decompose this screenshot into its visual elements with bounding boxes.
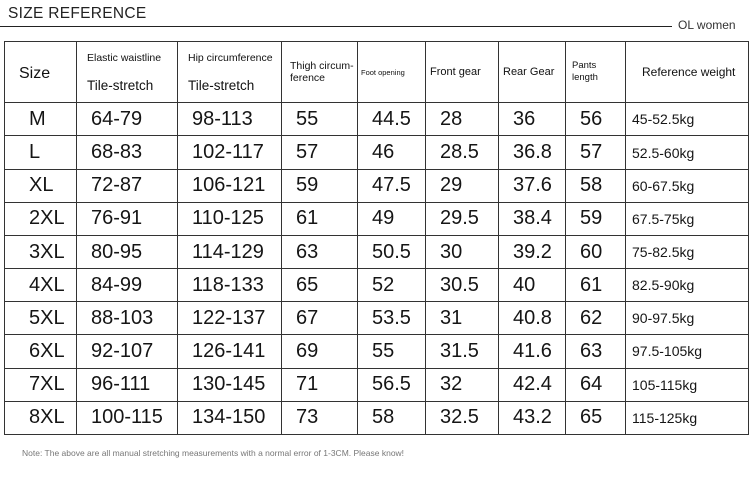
cell-rear-value: 43.2	[513, 406, 552, 429]
cell-hip-value: 114-129	[192, 240, 264, 263]
cell-rear	[499, 368, 566, 401]
header-waist-sub: Tile-stretch	[87, 77, 154, 93]
cell-foot	[358, 368, 426, 401]
brand-label: OL women	[678, 18, 736, 32]
cell-hip	[178, 269, 282, 302]
cell-size	[5, 202, 77, 235]
cell-rear	[499, 169, 566, 202]
cell-weight-value: 90-97.5kg	[632, 310, 695, 327]
cell-front	[426, 235, 499, 268]
cell-length-value: 58	[580, 174, 603, 197]
cell-weight-value: 67.5-75kg	[632, 210, 695, 227]
cell-hip	[178, 235, 282, 268]
cell-foot-value: 47.5	[372, 174, 411, 197]
cell-rear-value: 36	[513, 107, 536, 130]
cell-thigh	[282, 235, 358, 268]
cell-waist-value: 92-107	[91, 339, 154, 362]
cell-thigh	[282, 269, 358, 302]
header-rear: Rear Gear	[499, 42, 566, 103]
cell-foot-value: 44.5	[372, 107, 411, 130]
cell-weight-value: 82.5-90kg	[632, 277, 695, 294]
cell-front-value: 29	[440, 174, 463, 197]
cell-length	[566, 103, 626, 136]
cell-size-value: 8XL	[29, 406, 65, 429]
table-row	[5, 169, 749, 202]
cell-thigh-value: 71	[296, 373, 319, 396]
header-length: Pants length	[566, 42, 626, 103]
cell-thigh	[282, 335, 358, 368]
cell-hip	[178, 136, 282, 169]
cell-front-value: 30	[440, 240, 463, 263]
cell-length	[566, 302, 626, 335]
cell-size-value: L	[29, 141, 41, 164]
header-front: Front gear	[426, 42, 499, 103]
cell-waist-value: 88-103	[91, 306, 154, 329]
table-header-row	[5, 42, 749, 103]
cell-rear	[499, 401, 566, 434]
table-row	[5, 269, 749, 302]
cell-length	[566, 202, 626, 235]
cell-weight-value: 60-67.5kg	[632, 177, 695, 194]
cell-waist-value: 64-79	[91, 107, 143, 130]
cell-hip-value: 118-133	[192, 273, 264, 296]
cell-hip	[178, 368, 282, 401]
cell-foot	[358, 103, 426, 136]
header-weight: Reference weight	[626, 42, 749, 103]
header-waist-name: Elastic waistline	[87, 51, 162, 64]
cell-rear	[499, 335, 566, 368]
cell-weight-value: 105-115kg	[632, 376, 698, 393]
cell-front-value: 32	[440, 373, 463, 396]
cell-front-value: 31	[440, 306, 463, 329]
cell-hip-value: 110-125	[192, 207, 264, 230]
cell-waist	[77, 136, 178, 169]
cell-length-value: 57	[580, 141, 603, 164]
cell-rear	[499, 269, 566, 302]
cell-thigh-value: 73	[296, 406, 319, 429]
cell-waist-value: 76-91	[91, 207, 143, 230]
cell-length	[566, 335, 626, 368]
cell-thigh-value: 63	[296, 240, 319, 263]
cell-weight-value: 97.5-105kg	[632, 343, 703, 360]
cell-weight	[626, 202, 749, 235]
header-waist	[77, 42, 178, 103]
table-row	[5, 368, 749, 401]
cell-hip	[178, 335, 282, 368]
cell-hip-value: 134-150	[192, 406, 266, 429]
cell-thigh	[282, 169, 358, 202]
cell-front-value: 29.5	[440, 207, 479, 230]
header-foot: Foot opening	[358, 42, 426, 103]
cell-rear-value: 39.2	[513, 240, 552, 263]
cell-front-value: 28	[440, 107, 463, 130]
cell-front-value: 31.5	[440, 339, 479, 362]
cell-rear-value: 40	[513, 273, 536, 296]
table-row	[5, 103, 749, 136]
cell-hip-value: 122-137	[192, 306, 266, 329]
cell-foot-value: 52	[372, 273, 395, 296]
cell-size-value: 3XL	[29, 240, 65, 263]
cell-size-value: XL	[29, 174, 54, 197]
table-row	[5, 235, 749, 268]
cell-front	[426, 202, 499, 235]
table-row	[5, 302, 749, 335]
cell-foot	[358, 235, 426, 268]
cell-front	[426, 269, 499, 302]
cell-hip-value: 106-121	[192, 174, 266, 197]
cell-thigh	[282, 401, 358, 434]
table-row	[5, 335, 749, 368]
cell-waist	[77, 269, 178, 302]
cell-length-value: 63	[580, 339, 603, 362]
cell-hip	[178, 202, 282, 235]
cell-length-value: 61	[580, 273, 603, 296]
footnote: Note: The above are all manual stretching measurements with a normal error of 1-3CM. Please know!	[22, 448, 405, 458]
cell-size	[5, 169, 77, 202]
cell-front-value: 28.5	[440, 141, 479, 164]
page-title: SIZE REFERENCE	[8, 5, 147, 22]
cell-foot-value: 55	[372, 339, 395, 362]
cell-size-value: 5XL	[29, 306, 65, 329]
cell-hip-value: 98-113	[192, 107, 253, 130]
cell-thigh-value: 61	[296, 207, 319, 230]
cell-thigh	[282, 302, 358, 335]
cell-rear	[499, 302, 566, 335]
cell-size	[5, 235, 77, 268]
header-hip-sub: Tile-stretch	[188, 77, 255, 93]
cell-hip	[178, 103, 282, 136]
cell-rear-value: 41.6	[513, 339, 552, 362]
cell-length	[566, 169, 626, 202]
cell-thigh-value: 65	[296, 273, 319, 296]
cell-rear	[499, 103, 566, 136]
cell-weight	[626, 103, 749, 136]
cell-thigh	[282, 136, 358, 169]
cell-rear-value: 36.8	[513, 141, 552, 164]
cell-length	[566, 401, 626, 434]
table-row	[5, 136, 749, 169]
cell-hip-value: 130-145	[192, 373, 266, 396]
size-chart-table	[4, 41, 749, 435]
cell-waist-value: 100-115	[91, 406, 163, 429]
header-hip-name: Hip circumference	[188, 51, 273, 64]
title-divider	[0, 26, 672, 27]
cell-size	[5, 335, 77, 368]
cell-thigh-value: 55	[296, 107, 319, 130]
header-hip	[178, 42, 282, 103]
cell-thigh-value: 67	[296, 306, 319, 329]
cell-rear-value: 40.8	[513, 306, 552, 329]
cell-thigh	[282, 368, 358, 401]
cell-waist-value: 80-95	[91, 240, 143, 263]
cell-thigh	[282, 202, 358, 235]
cell-foot-value: 58	[372, 406, 395, 429]
cell-rear-value: 37.6	[513, 174, 552, 197]
cell-length-value: 64	[580, 373, 603, 396]
cell-front	[426, 169, 499, 202]
cell-foot-value: 53.5	[372, 306, 411, 329]
cell-foot	[358, 269, 426, 302]
cell-thigh-value: 57	[296, 141, 319, 164]
cell-front	[426, 335, 499, 368]
cell-hip-value: 102-117	[192, 141, 264, 164]
cell-foot-value: 56.5	[372, 373, 411, 396]
table-row	[5, 202, 749, 235]
cell-waist	[77, 235, 178, 268]
cell-front	[426, 103, 499, 136]
cell-rear-value: 38.4	[513, 207, 552, 230]
cell-thigh-value: 69	[296, 339, 319, 362]
cell-size	[5, 302, 77, 335]
cell-size	[5, 103, 77, 136]
cell-size	[5, 401, 77, 434]
cell-weight	[626, 269, 749, 302]
cell-size-value: M	[29, 107, 46, 130]
cell-waist	[77, 103, 178, 136]
cell-foot-value: 46	[372, 141, 395, 164]
cell-rear	[499, 235, 566, 268]
header-size: Size	[5, 42, 77, 103]
cell-rear	[499, 202, 566, 235]
cell-size-value: 6XL	[29, 339, 65, 362]
cell-length	[566, 136, 626, 169]
cell-hip-value: 126-141	[192, 339, 266, 362]
cell-weight	[626, 302, 749, 335]
cell-weight-value: 45-52.5kg	[632, 111, 695, 128]
cell-length	[566, 269, 626, 302]
cell-thigh-value: 59	[296, 174, 319, 197]
header-thigh: Thigh circum-ference	[282, 42, 358, 103]
cell-size-value: 2XL	[29, 207, 65, 230]
cell-length	[566, 368, 626, 401]
cell-weight	[626, 335, 749, 368]
cell-front	[426, 136, 499, 169]
cell-foot	[358, 401, 426, 434]
cell-size	[5, 136, 77, 169]
cell-length-value: 59	[580, 207, 603, 230]
table-row	[5, 401, 749, 434]
cell-waist	[77, 302, 178, 335]
cell-foot	[358, 202, 426, 235]
cell-size	[5, 368, 77, 401]
cell-thigh	[282, 103, 358, 136]
cell-size	[5, 269, 77, 302]
cell-weight	[626, 235, 749, 268]
cell-hip	[178, 302, 282, 335]
cell-waist	[77, 368, 178, 401]
cell-weight-value: 115-125kg	[632, 409, 698, 426]
cell-waist-value: 72-87	[91, 174, 143, 197]
cell-rear	[499, 136, 566, 169]
cell-front	[426, 401, 499, 434]
cell-foot-value: 50.5	[372, 240, 411, 263]
cell-weight-value: 52.5-60kg	[632, 144, 695, 161]
cell-hip	[178, 401, 282, 434]
cell-front	[426, 368, 499, 401]
cell-waist-value: 68-83	[91, 141, 143, 164]
cell-front-value: 32.5	[440, 406, 479, 429]
cell-foot	[358, 335, 426, 368]
cell-weight-value: 75-82.5kg	[632, 244, 695, 260]
cell-weight	[626, 401, 749, 434]
cell-foot	[358, 136, 426, 169]
cell-length	[566, 235, 626, 268]
cell-rear-value: 42.4	[513, 373, 552, 396]
cell-waist	[77, 202, 178, 235]
cell-front-value: 30.5	[440, 273, 479, 296]
cell-weight	[626, 136, 749, 169]
cell-hip	[178, 169, 282, 202]
cell-waist-value: 96-111	[91, 373, 151, 396]
cell-foot	[358, 169, 426, 202]
cell-foot	[358, 302, 426, 335]
cell-waist-value: 84-99	[91, 273, 143, 296]
cell-length-value: 56	[580, 107, 603, 130]
cell-weight	[626, 368, 749, 401]
cell-length-value: 60	[580, 240, 603, 263]
cell-waist	[77, 335, 178, 368]
cell-length-value: 65	[580, 406, 603, 429]
cell-weight	[626, 169, 749, 202]
cell-front	[426, 302, 499, 335]
cell-waist	[77, 169, 178, 202]
cell-size-value: 4XL	[29, 273, 65, 296]
cell-waist	[77, 401, 178, 434]
cell-length-value: 62	[580, 306, 603, 329]
cell-foot-value: 49	[372, 207, 395, 230]
cell-size-value: 7XL	[29, 373, 65, 396]
